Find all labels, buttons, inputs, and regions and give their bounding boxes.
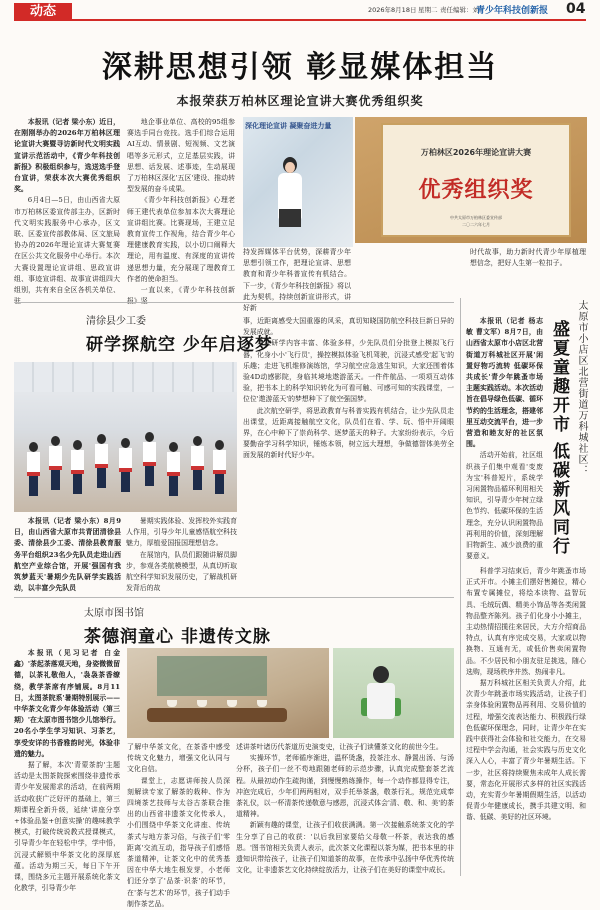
section-tag: 动态 [14,3,72,21]
qingxu-paragraph: 暑期实践体验、发挥校外实践育人作用，引导少年儿童感悟航空科技魅力，厚植爱国报国理想信念。 [126,517,237,548]
qingxu-paragraph: 此次航空研学，将思政教育与科普实践有机结合，让少先队员走出课堂，近距离接触航空文化，队员们在看、学、玩、悟中开阔眼界，在心中种下了崇尚科学、逐梦蓝天的种子。大家纷纷表示，今后要勤奋学习科学知识，锤炼本领，树立远大理想，争做德智体美劳全面发展的新时代好少年。 [243,406,454,460]
library-column-3 [236,742,454,876]
library-paragraph: 课堂上，志愿讲师按人员深刻解读专家了解茶的栽种、作为四境茶艺技师与太谷古茶联合推出的山西省非遗茶文化传承人，小们围绕中华茶文化讲座、传统茶式与地方茶习俗，与孩子们'零距离'交流互动，指导孩子们感悟茶道精神，让茶文化中的优秀基因在中华大地生根发芽，小老师们还分享了'品茶·识茶'的环节，在'茶与艺术'的环节，孩子们动手制作茶艺品。 [127,776,230,908]
library-paragraph: 述讲茶叶诸历代茶道历史演变史，让孩子们读懂茶文化的前世今生。 [236,743,443,751]
lead-photo-speaker [243,117,353,247]
community-column-top [466,316,543,566]
library-paragraph: 据了解，本次'青蒙茶韵'主题活动是太图茶院探索围绕非遗传承青少年发展需求的活动，在前两期活动收获广泛好评的基础上，第三期课程全新升级，延续'讲座分享+体验品鉴+创意实操'的趣味教学模式，打破传统说教式授课模式，引导青少年在轻松中学，学中悟，沉浸式解锁中华茶文化的深厚底蕴。活动为期三天，每日下午开课，围绕多元主题开展系统化茶文化教学，引导青少年 [14,761,120,893]
editor-credit: 责任编辑：刘 [440,6,479,14]
page-header [0,0,600,22]
issue-date: 2026年8月18日 [368,6,417,14]
qingxu-column-1 [14,516,121,594]
award-certificate [381,123,571,237]
community-paragraph: 活动开始前，社区组织孩子们集中观看'变废为宝'科普短片，系统学习闲置物品循环利用相关知识，引导青少年树立绿色节约、低碳环保的生活理念，充分认识闲置物品再利用的价值，深刻理解旧物新生、减少浪费的重要意义。 [466,451,543,561]
library-paragraph: 新颖有趣的课堂，让孩子们收获满满。第一次接触系统茶文化的学生分享了自己的收获：'以后我回家要给父母敬一杯茶，表达我的感恩。'图书馆相关负责人表示，此次茶文化课程以茶为媒，把书本里的非遗知识带给孩子，让孩子们知道茶的故事，在传承中弘扬中华优秀传统文化，让非遗茶艺文化持续绽放活力，让孩子们在美好的课堂中成长。 [236,821,454,875]
library-photo-tea [127,648,329,738]
section-title-library: 茶德润童心 非遗传文脉 [84,627,271,647]
qingxu-photo-kids [14,362,237,512]
lead-paragraph: 持发挥媒体平台优势，深耕青少年思想引领工作，把理论宣讲、思想教育和青少年科普宣传有机结合。下一步，《青少年科技创新报》将以此为契机，持续创新宣讲形式，讲好新 [243,248,351,313]
qingxu-paragraph: 在展馆内，队员们跟随讲解员脚步，参观各类航模模型，从真切听取航空科学知识发展历史，了解战机研发背后的故 [126,550,237,593]
header-rule [72,19,586,21]
community-column-bottom [466,566,586,876]
lead-column-1 [14,117,120,315]
lead-photo-certificate [355,117,587,243]
library-paragraph: 本报讯（见习记者 白金鑫）'茶起茶落观天地，身姿微微留德，以茶礼敬他人，'袅袅茶香缭绕，教学茶席有序铺展。8月11日，太图茶院系'暑期特别展示——中华茶文化青少年体验活动（第三期）'在太原市图书馆少儿馆举行。20名小学生学习知识、习茶艺，享受安详的书香雅韵时光，体验非遗的魅力。 [14,649,120,758]
lead-column-4 [470,247,586,291]
certificate-issuer: 中共太原市万柏林区委宣传部 [450,215,502,220]
paper-brand: 青少年科技创新报 [476,6,549,16]
library-paragraph: 实操环节，老师循序渐进，温杯烫盏，投茶注水、静置出汤、与汤分杯，孩子们一丝不苟地跟随老师的示范步骤，认真完成整套茶艺流程。从最初动作生疏拘谨，到慢慢熟练操作，每一个动作都显得专注，冲泡完成后，少年们两两相对，双手托举茶盏，敬茶行礼，规范完成奉茶礼仪，以一杯清茶传递敬意与感恩，沉浸式体会'清、敬、和、美'的茶道精神。 [236,754,454,819]
lead-column-3 [243,247,351,315]
lead-paragraph: 《青少年科技创新报》心理老师王建代表单位参加本次大赛理论宣讲组比赛。比赛现场，王建立足教育宣传工作视角，结合青少年心理健康教育实践，以小切口阐释大理论，用有温度、有深度的宣讲传递思想力量，充分展现了理教育工作者的使命担当。 [127,196,235,283]
community-paragraph: 本报讯（记者 杨志敏 曹文军）8月7日，由山西省太原市小店区北营街道万科城社区开展'闲置好物巧流转 低碳环保共成长'青少年跳蚤市场主题实践活动。本次活动旨在倡导绿色低碳、循环节约的生活理念，搭建邻里互动交流平台，进一步营造和睦友好的社区氛围。 [466,317,543,449]
lead-paragraph: 时代故事，助力新时代青少年厚植理想信念，把好人生第一粒扣子。 [470,248,586,268]
library-column-1 [14,648,120,893]
lead-column-2 [127,117,235,315]
section-label-community: 太原市小店区北营街道万科城社区： [576,300,587,476]
divider [14,597,454,598]
divider [14,302,454,303]
qingxu-paragraph: 本次研学内容丰富、体验多样，少先队员们分批登上模拟飞行器，化身小小'飞行员'，操控模拟体验飞机驾驶，沉浸式感受'起飞'的乐趣；走进飞机维修演练馆，学习航空应急逃生知识，大家还围着体验4D动感影院，身临其境地遨游蓝天。一件件航品、一项项互动体验，把书本上的科学知识转化为可看可触、可感可知的实践课堂，一位位'遨游蓝天'的梦想种下了航空强国梦。 [243,339,454,404]
section-title-community: 盛夏童趣开市 低碳新风同行 [549,320,569,556]
lead-headline: 深耕思想引领 彰显媒体担当 [101,50,499,85]
certificate-date: 二〇二六年七月 [462,222,490,227]
qingxu-column-3 [243,316,454,592]
library-column-2 [127,742,230,908]
lead-paragraph: 6月4日—5日，由山西省大原市万柏林区委宣传部主办，区新时代文明实践服务中心承办，区文联、区委宣传部教体局、区文旅局协办的2026年理论宣讲大赛复赛在区公共文化服务中心举行。本次大赛设置理论宣讲组、思政宣讲组、事迹宣讲组、故事宣讲组四大组别，共有来自全区各机关单位、 [14,196,120,295]
library-paragraph: 了解中华茶文化，在茶香中感受传统文化魅力，增强文化认同与文化自信。 [127,743,230,774]
library-photo-child [333,648,454,738]
issue-weekday: 星期二 [418,6,438,14]
speaker-figure [275,157,305,237]
lead-subheadline: 本报荣获万柏林区理论宣讲大赛优秀组织奖 [176,94,424,108]
community-paragraph: 据万科城社区相关负责人介绍，此次青少年跳蚤市场实践活动，让孩子们亲身体验闲置物品再利用、交易价值的过程，增强交流表达能力、积极践行绿色低碳环保理念，同时，让青少年在实践中获得社会体验和社交能力，在交易过程中学会沟通，社会实践与历史文化深入人心，丰富了青少年暑期生活。下一步，社区将持续聚焦未成年人成长需要，常态化开展形式多样的社区实践活动，充实青少年暑期假期生活，以活动促青少年健康成长，携手共建文明、和谐、低碳、美好的社区环境。 [466,679,586,822]
certificate-award: 优秀组织奖 [418,178,534,203]
section-title-qingxu: 研学探航空 少年启逐梦 [86,335,273,355]
qingxu-column-2 [126,516,237,594]
certificate-title: 万柏林区2026年理论宣讲大赛 [420,148,532,157]
lead-paragraph: 本报讯（记者 梁小东）近日，在刚刚举办的2026年万柏林区理论宣讲大赛暨寻访新时代文明实践宣讲示范活动中，《青少年科技创新报》积极组织参与，选送选手登台宣讲，荣获本次大赛优秀组织奖。 [14,118,120,194]
lead-paragraph: 地企事业单位、高校的95组参赛选手同台竞技。选手们综合运用AI互动、情景剧、短视频、文艺演唱等多元形式，立足基层实践，讲思想、话发展、述事迹，生动展现了万柏林区深化'五区'建设、推动转型发展的奋斗成果。 [127,118,235,194]
community-paragraph: 科普学习结束后，青少年跳蚤市场正式开市。小摊主们摆好售摊位，精心布置专属摊位，将绘本读物、益智玩具、毛绒玩偶、精美小饰品等各类闲置物品整齐陈列。孩子们化身小小摊主，主动热情招揽往来居民，大方介绍商品特点，认真有序完成交易，大家或以物换物、互通有无，或低价售卖闲置物品。不少居民和小朋友驻足挑选，随心选购，现场秩序井然、热闹非凡。 [466,567,586,676]
photo-screen-text: 深化理论宣讲 凝聚奋进力量 [245,122,332,130]
section-label-library: 太原市图书馆 [84,608,144,619]
qingxu-paragraph: 事，近距离感受大国重器的风采，真切知晓国防航空科技巨新日异的发展成就。 [243,317,454,337]
page-number: 04 [566,1,586,17]
column-divider [460,298,461,876]
qingxu-paragraph: 本报讯（记者 梁小东）8月9日，由山西省大原市共青团清徐县委、清徐县少工委、清徐县教育服务平台组织23名少先队员走进山西航空产业综合馆，开展'强国有我 筑梦蓝天'暑期少先队研学实践活动，以丰富少先队员 [14,517,121,593]
lead-paragraph: 一直以来，《青少年科技创新 [140,286,235,295]
section-label-qingxu: 清徐县少工委 [86,316,146,327]
